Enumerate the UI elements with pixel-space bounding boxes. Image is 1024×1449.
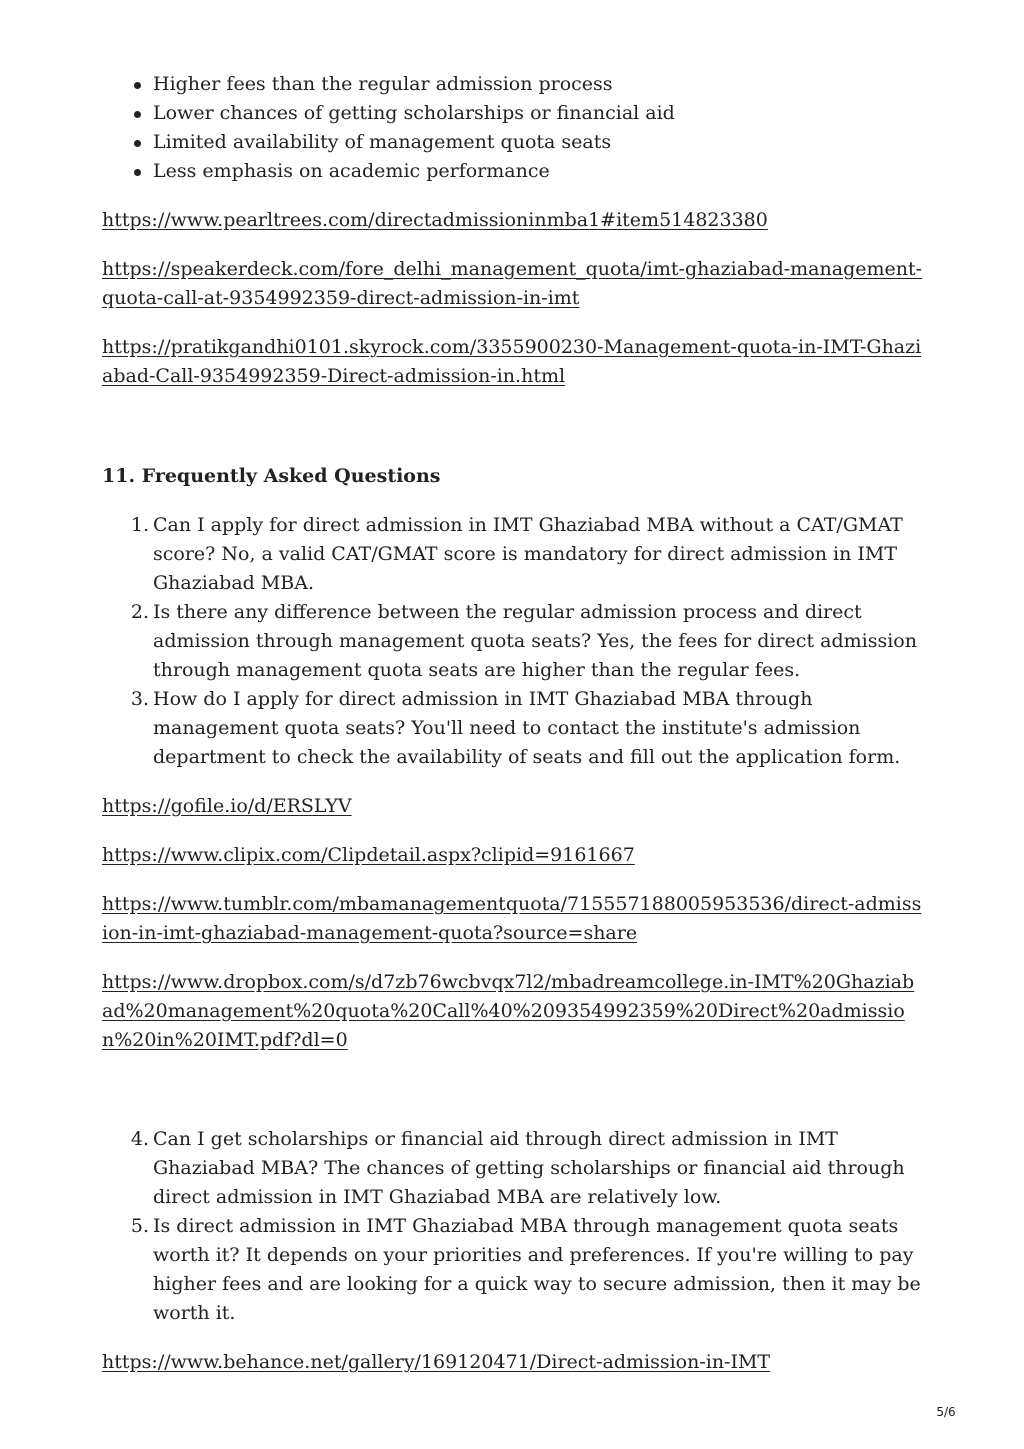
- faq-text: Is direct admission in IMT Ghaziabad MBA through management quota seats worth it? It depends on your priorities and preferences. If you're willing to pay higher fees and are looking for a quick way to secure admission, then it may be worth it.: [153, 1215, 921, 1324]
- faq-item: [130, 1125, 924, 1212]
- page-content: [102, 70, 924, 1377]
- list-item: Less emphasis on academic performance: [153, 157, 924, 186]
- faq-text: How do I apply for direct admission in IMT Ghaziabad MBA through management quota seats? You'll need to contact the institute's admission department to check the availability of seats and fill out the application form.: [153, 688, 901, 768]
- section-heading: 11. Frequently Asked Questions: [102, 465, 441, 487]
- disadvantages-list: [102, 70, 924, 186]
- faq-item: [130, 598, 924, 685]
- link-paragraph: [102, 333, 924, 391]
- faq-number: 4.: [130, 1128, 149, 1150]
- faq-text: Can I apply for direct admission in IMT Ghaziabad MBA without a CAT/GMAT score? No, a valid CAT/GMAT score is mandatory for direct admission in IMT Ghaziabad MBA.: [153, 514, 903, 594]
- link-paragraph: [102, 206, 924, 235]
- list-item: Higher fees than the regular admission process: [153, 70, 924, 99]
- faq-text: Is there any difference between the regular admission process and direct admission through management quota seats? Yes, the fees for direct admission through management quota seats are higher than the regular fees.: [153, 601, 917, 681]
- link-paragraph: [102, 255, 924, 313]
- faq-item: [130, 511, 924, 598]
- list-item: Limited availability of management quota seats: [153, 128, 924, 157]
- link-paragraph: [102, 1348, 924, 1377]
- skyrock-link[interactable]: https://pratikgandhi0101.skyrock.com/3355900230-Management-quota-in-IMT-Ghaziabad-Call-9354992359-Direct-admission-in.html: [102, 336, 922, 387]
- faq-list: [102, 511, 924, 772]
- faq-number: 3.: [130, 688, 149, 710]
- faq-number: 1.: [130, 514, 149, 536]
- link-paragraph: [102, 841, 924, 870]
- faq-number: 5.: [130, 1215, 149, 1237]
- pearltrees-link[interactable]: https://www.pearltrees.com/directadmissioninmba1#item514823380: [102, 209, 768, 231]
- link-paragraph: [102, 792, 924, 821]
- speakerdeck-link[interactable]: https://speakerdeck.com/fore_delhi_management_quota/imt-ghaziabad-management-quota-call-at-9354992359-direct-admission-in-imt: [102, 258, 923, 309]
- faq-item: [130, 685, 924, 772]
- page-number: 5/6: [936, 1405, 956, 1419]
- faq-list-continued: [102, 1125, 924, 1328]
- tumblr-link[interactable]: https://www.tumblr.com/mbamanagementquota/715557188005953536/direct-admission-in-imt-ghaziabad-management-quota?source=share: [102, 893, 922, 944]
- list-item: Lower chances of getting scholarships or financial aid: [153, 99, 924, 128]
- dropbox-link[interactable]: https://www.dropbox.com/s/d7zb76wcbvqx7l2/mbadreamcollege.in-IMT%20Ghaziabad%20management%20quota%20Call%40%209354992359%20Direct%20admission%20in%20IMT.pdf?dl=0: [102, 971, 915, 1051]
- link-paragraph: [102, 968, 924, 1055]
- behance-link[interactable]: https://www.behance.net/gallery/169120471/Direct-admission-in-IMT: [102, 1351, 771, 1373]
- gofile-link[interactable]: https://gofile.io/d/ERSLYV: [102, 795, 352, 817]
- faq-number: 2.: [130, 601, 149, 623]
- link-paragraph: [102, 890, 924, 948]
- clipix-link[interactable]: https://www.clipix.com/Clipdetail.aspx?clipid=9161667: [102, 844, 635, 866]
- faq-item: [130, 1212, 924, 1328]
- faq-text: Can I get scholarships or financial aid through direct admission in IMT Ghaziabad MBA? The chances of getting scholarships or financial aid through direct admission in IMT Ghaziabad MBA are relatively low.: [153, 1128, 905, 1208]
